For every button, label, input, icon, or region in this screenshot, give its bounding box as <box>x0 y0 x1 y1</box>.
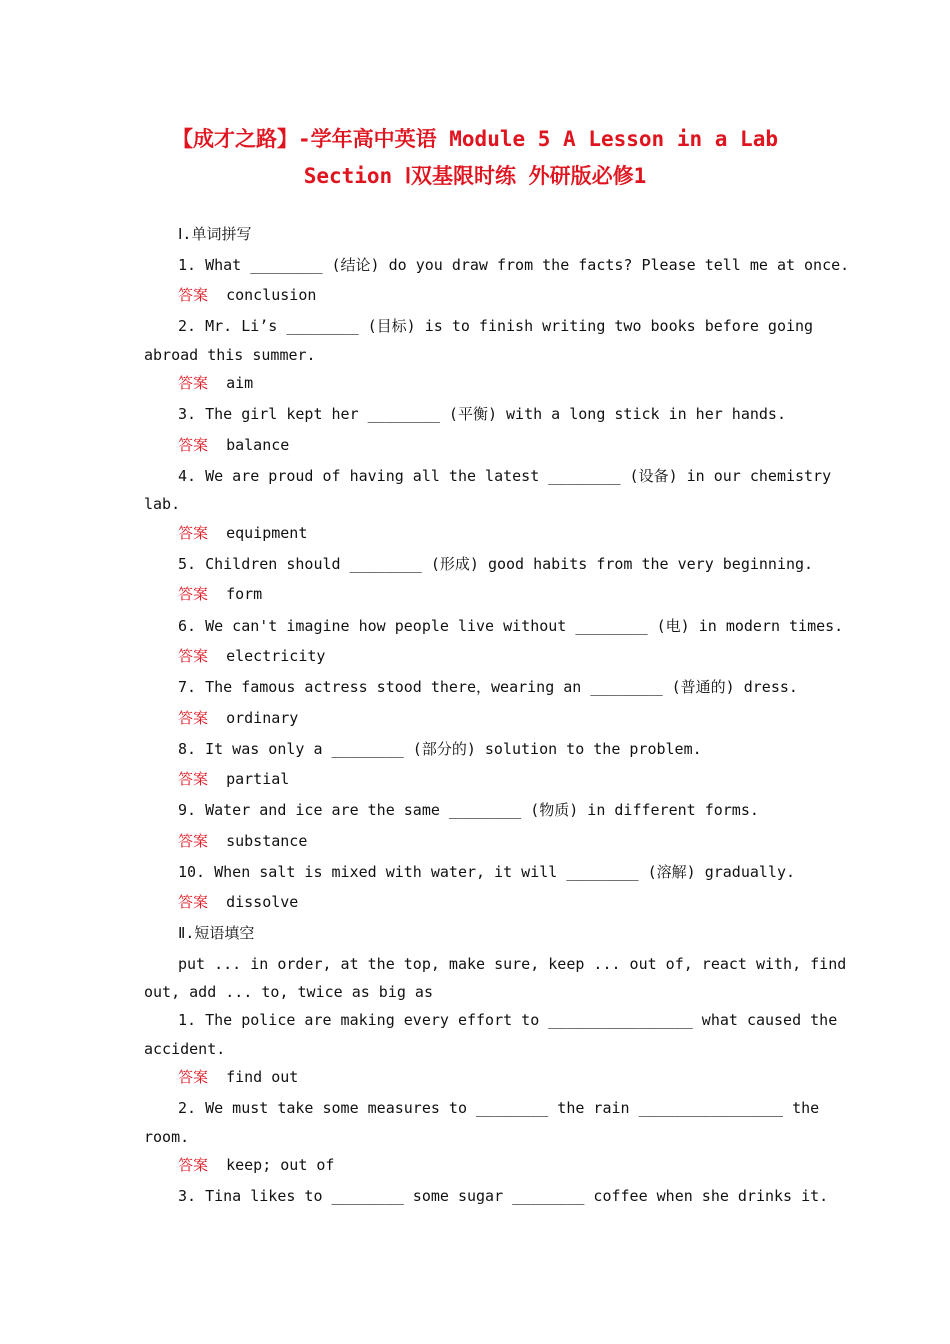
phrase-bank-line1: put ... in order, at the top, make sure, keep ... out of, react with, find <box>178 955 847 973</box>
question-6: 6. We can't imagine how people live without ________ (电) in modern times. <box>178 617 844 635</box>
question-9: 9. Water and ice are the same ________ (物质) in different forms. <box>178 801 759 819</box>
document-title-line1: 【成才之路】-学年高中英语 Module 5 A Lesson in a Lab <box>171 127 778 151</box>
answer-text: form <box>226 585 263 603</box>
answer-text: equipment <box>226 524 308 542</box>
document-title-line2: Section Ⅰ双基限时练 外研版必修1 <box>303 164 647 188</box>
answer-label: 答案 <box>178 647 209 665</box>
answer-label: 答案 <box>178 709 209 727</box>
answer-label: 答案 <box>178 524 209 542</box>
answer-2 <box>178 373 253 393</box>
question-7: 7. The famous actress stood there，wearing an ________ (普通的) dress. <box>178 678 798 696</box>
answer-label: 答案 <box>178 1068 209 1086</box>
phrase-question-2-line2: room. <box>144 1128 190 1146</box>
answer-label: 答案 <box>178 374 209 392</box>
answer-label: 答案 <box>178 286 209 304</box>
answer-text: balance <box>226 436 290 454</box>
answer-label: 答案 <box>178 585 209 603</box>
answer-8 <box>178 769 289 789</box>
answer-text: dissolve <box>226 893 299 911</box>
phrase-answer-2 <box>178 1155 334 1175</box>
phrase-question-2-line1: 2. We must take some measures to ________ the rain ________________ the <box>178 1099 820 1117</box>
question-4-line2: lab. <box>144 495 181 513</box>
phrase-bank-line2: out, add ... to, twice as big as <box>144 983 433 1001</box>
answer-label: 答案 <box>178 436 209 454</box>
section2-heading: Ⅱ.短语填空 <box>178 924 255 942</box>
answer-label: 答案 <box>178 832 209 850</box>
answer-text: partial <box>226 770 290 788</box>
question-10: 10. When salt is mixed with water, it will ________ (溶解) gradually. <box>178 863 795 881</box>
answer-label: 答案 <box>178 770 209 788</box>
phrase-question-3: 3. Tina likes to ________ some sugar ________ coffee when she drinks it. <box>178 1187 829 1205</box>
answer-text: ordinary <box>226 709 299 727</box>
answer-3 <box>178 435 289 455</box>
answer-7 <box>178 708 298 728</box>
answer-text: aim <box>226 374 254 392</box>
phrase-question-1-line2: accident. <box>144 1040 226 1058</box>
answer-10 <box>178 892 298 912</box>
answer-text: electricity <box>226 647 326 665</box>
answer-text: find out <box>226 1068 299 1086</box>
question-3: 3. The girl kept her ________ (平衡) with a long stick in her hands. <box>178 405 786 423</box>
answer-1 <box>178 285 316 305</box>
answer-label: 答案 <box>178 893 209 911</box>
question-1: 1. What ________ (结论) do you draw from the facts? Please tell me at once. <box>178 256 850 274</box>
phrase-question-1-line1: 1. The police are making every effort to ________________ what caused the <box>178 1011 838 1029</box>
section1-heading: Ⅰ.单词拼写 <box>178 225 252 243</box>
answer-5 <box>178 584 262 604</box>
answer-text: substance <box>226 832 308 850</box>
answer-4 <box>178 523 307 543</box>
question-4-line1: 4. We are proud of having all the latest ________ (设备) in our chemistry <box>178 467 832 485</box>
question-5: 5. Children should ________ (形成) good habits from the very beginning. <box>178 555 814 573</box>
answer-label: 答案 <box>178 1156 209 1174</box>
phrase-answer-1 <box>178 1067 298 1087</box>
answer-text: conclusion <box>226 286 317 304</box>
question-2-line1: 2. Mr. Li’s ________ (目标) is to finish writing two books before going <box>178 317 814 335</box>
question-2-line2: abroad this summer. <box>144 346 316 364</box>
question-8: 8. It was only a ________ (部分的) solution to the problem. <box>178 740 702 758</box>
answer-text: keep; out of <box>226 1156 335 1174</box>
answer-6 <box>178 646 325 666</box>
answer-9 <box>178 831 307 851</box>
